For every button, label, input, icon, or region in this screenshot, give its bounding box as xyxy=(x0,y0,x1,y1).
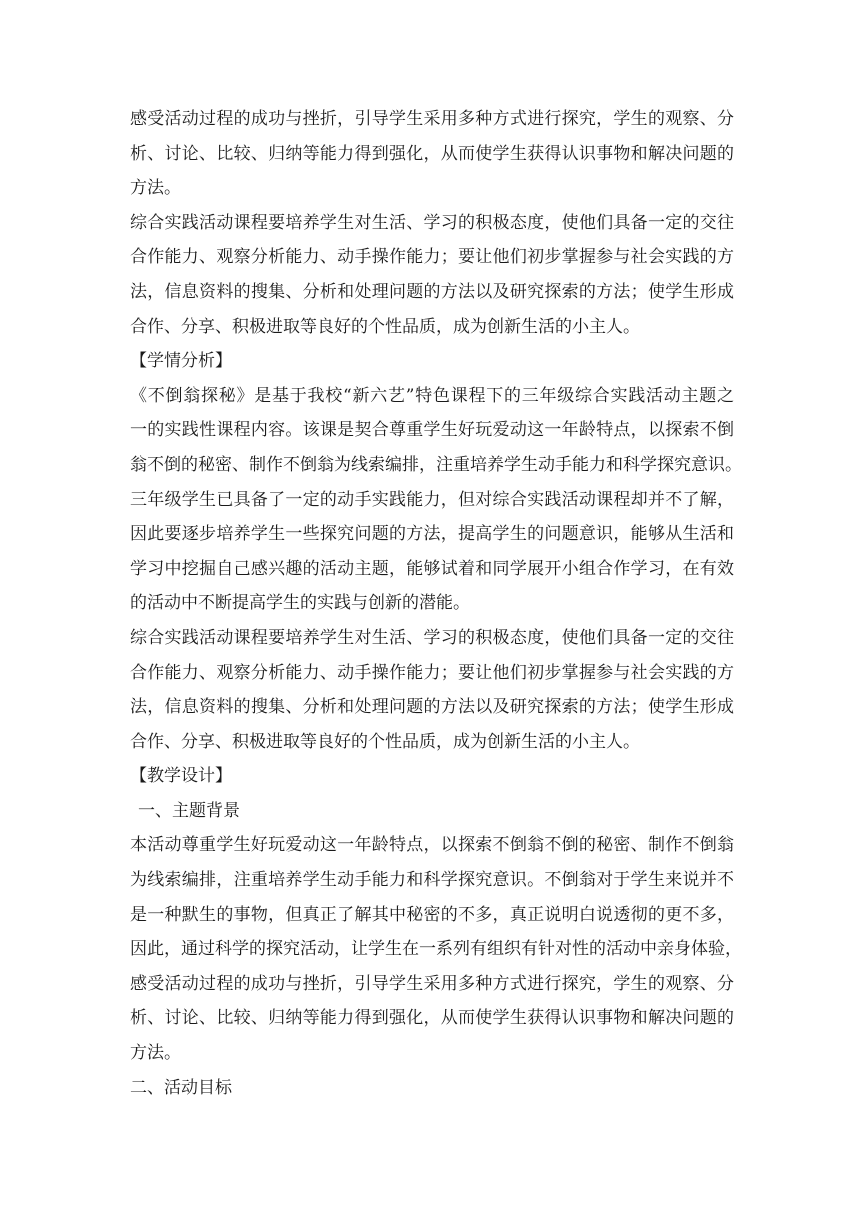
text-line: 二、活动目标 xyxy=(130,1077,232,1098)
text-line: 翁不倒的秘密、制作不倒翁为线索编排，注重培养学生动手能力和科学探究意识。 xyxy=(130,454,742,475)
text-line: 析、讨论、比较、归纳等能力得到强化，从而使学生获得认识事物和解决问题的 xyxy=(130,1008,734,1029)
text-line: 【学情分析】 xyxy=(130,351,232,372)
text-line: 合作、分享、积极进取等良好的个性品质，成为创新生活的小主人。 xyxy=(130,316,640,337)
text-line: 是一种默生的事物，但真正了解其中秘密的不多，真正说明白说透彻的更不多， xyxy=(130,904,734,925)
text-line: 合作、分享、积极进取等良好的个性品质，成为创新生活的小主人。 xyxy=(130,731,640,752)
text-line: 综合实践活动课程要培养学生对生活、学习的积极态度，使他们具备一定的交往 xyxy=(130,212,734,233)
text-line: 一、主题背景 xyxy=(138,800,240,821)
text-line: 《不倒翁探秘》是基于我校“新六艺”特色课程下的三年级综合实践活动主题之 xyxy=(130,385,734,406)
text-line: 为线索编排，注重培养学生动手能力和科学探究意识。不倒翁对于学生来说并不 xyxy=(130,870,734,891)
text-line: 因此要逐步培养学生一些探究问题的方法，提高学生的问题意识，能够从生活和 xyxy=(130,524,734,545)
text-line: 一的实践性课程内容。该课是契合尊重学生好玩爱动这一年龄特点，以探索不倒 xyxy=(130,420,734,441)
text-line: 法，信息资料的搜集、分析和处理问题的方法以及研究探索的方法；使学生形成 xyxy=(130,697,734,718)
text-line: 感受活动过程的成功与挫折，引导学生采用多种方式进行探究，学生的观察、分 xyxy=(130,973,734,994)
document-body xyxy=(130,102,742,1105)
text-line: 法，信息资料的搜集、分析和处理问题的方法以及研究探索的方法；使学生形成 xyxy=(130,281,734,302)
text-line: 三年级学生已具备了一定的动手实践能力，但对综合实践活动课程却并不了解， xyxy=(130,489,734,510)
text-line: 的活动中不断提高学生的实践与创新的潜能。 xyxy=(130,593,470,614)
text-line: 合作能力、观察分析能力、动手操作能力；要让他们初步掌握参与社会实践的方 xyxy=(130,247,734,268)
text-line: 【教学设计】 xyxy=(130,766,232,787)
text-line: 学习中挖掘自己感兴趣的活动主题，能够试着和同学展开小组合作学习，在有效 xyxy=(130,558,734,579)
text-line: 方法。 xyxy=(130,178,181,199)
text-line: 本活动尊重学生好玩爱动这一年龄特点，以探索不倒翁不倒的秘密、制作不倒翁 xyxy=(130,835,734,856)
text-line: 综合实践活动课程要培养学生对生活、学习的积极态度，使他们具备一定的交往 xyxy=(130,627,734,648)
text-line: 因此，通过科学的探究活动，让学生在一系列有组织有针对性的活动中亲身体验， xyxy=(130,939,742,960)
text-line: 感受活动过程的成功与挫折，引导学生采用多种方式进行探究，学生的观察、分 xyxy=(130,109,734,129)
text-line: 方法。 xyxy=(130,1043,181,1064)
text-line: 析、讨论、比较、归纳等能力得到强化，从而使学生获得认识事物和解决问题的 xyxy=(130,143,734,164)
text-line: 合作能力、观察分析能力、动手操作能力；要让他们初步掌握参与社会实践的方 xyxy=(130,662,734,683)
